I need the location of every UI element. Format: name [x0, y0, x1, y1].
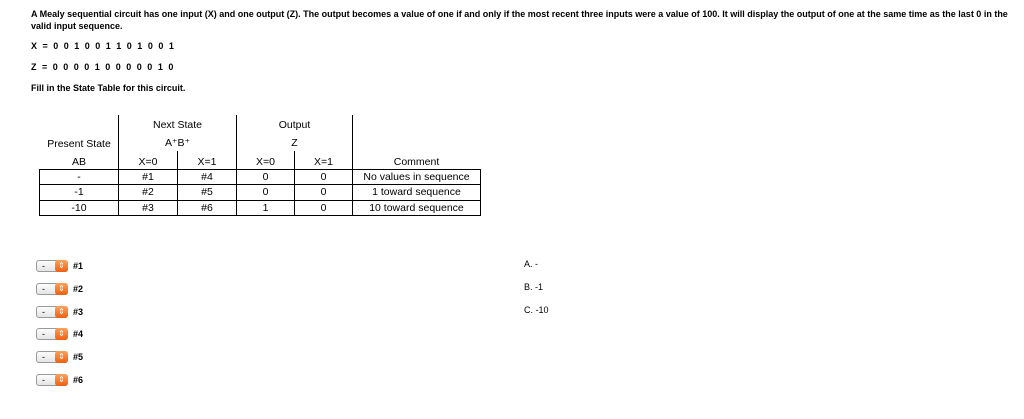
fill-instruction: Fill in the State Table for this circuit. [31, 83, 186, 93]
table-cell-next-x0: #2 [142, 186, 154, 198]
x-input-sequence: X = 0 0 1 0 0 1 1 0 1 0 0 1 [31, 41, 176, 51]
answer-row-5 [36, 350, 83, 364]
updown-chevron-icon[interactable]: ⇕ [55, 260, 68, 272]
table-cell-z-x0: 0 [262, 171, 269, 183]
table-cell-comment: No values in sequence [363, 171, 470, 183]
answer-label: #5 [73, 352, 84, 362]
option-b: B. -1 [524, 282, 544, 292]
answer-label: #1 [73, 261, 84, 271]
next-state-x0-header: X=0 [138, 156, 158, 168]
present-state-header: Present State [47, 138, 111, 150]
next-state-header: Next State [152, 119, 203, 131]
answer-select-4[interactable] [36, 328, 68, 340]
answer-label: #4 [73, 329, 84, 339]
table-cell-next-x0: #3 [142, 202, 154, 214]
table-cell-comment: 1 toward sequence [372, 186, 461, 198]
option-c: C. -10 [524, 305, 549, 315]
next-state-subheader: A⁺B⁺ [164, 137, 191, 149]
table-cell-state: -1 [74, 186, 84, 198]
output-x1-header: X=1 [314, 156, 333, 168]
table-cell-z-x0: 0 [262, 186, 269, 198]
answer-select-5[interactable] [36, 351, 68, 363]
answer-select-6[interactable] [36, 374, 68, 386]
problem-prompt: A Mealy sequential circuit has one input (X) and one output (Z). The output becomes a value of one if and only if the most recent three inputs were a value of 100. It will display the output of one at the same time as the last 0 in the valid input sequence. [31, 9, 1008, 31]
output-x0-header: X=0 [256, 156, 275, 168]
table-cell-state: - [77, 171, 81, 183]
select-value: - [42, 261, 45, 271]
table-cell-next-x1: #5 [201, 186, 213, 198]
answer-row-2 [36, 282, 83, 296]
table-cell-state: -10 [71, 202, 87, 214]
answer-row-1 [36, 259, 83, 273]
answer-label: #6 [73, 375, 84, 385]
present-state-subheader: AB [71, 156, 86, 168]
answer-select-1[interactable] [36, 260, 68, 272]
answer-label: #2 [73, 284, 84, 294]
output-header: Output [278, 119, 311, 131]
option-a: A. - [524, 259, 539, 269]
updown-chevron-icon[interactable]: ⇕ [55, 351, 68, 363]
select-value: - [42, 307, 45, 317]
table-cell-next-x1: #6 [201, 202, 213, 214]
comment-header: Comment [393, 156, 440, 168]
answer-label: #3 [73, 307, 84, 317]
z-output-sequence: Z = 0 0 0 0 1 0 0 0 0 0 1 0 [31, 62, 175, 72]
updown-chevron-icon[interactable]: ⇕ [55, 283, 68, 295]
table-cell-comment: 10 toward sequence [369, 202, 464, 214]
select-value: - [42, 375, 45, 385]
answer-row-3 [36, 305, 83, 319]
answer-select-2[interactable] [36, 283, 68, 295]
table-cell-next-x0: #1 [142, 171, 154, 183]
table-cell-z-x1: 0 [320, 171, 327, 183]
select-value: - [42, 329, 45, 339]
table-cell-z-x1: 0 [320, 186, 327, 198]
table-cell-z-x0: 1 [262, 202, 269, 214]
answer-row-6 [36, 373, 83, 387]
updown-chevron-icon[interactable]: ⇕ [55, 306, 68, 318]
output-subheader: Z [291, 137, 298, 149]
select-value: - [42, 284, 45, 294]
answer-row-4 [36, 327, 83, 341]
next-state-x1-header: X=1 [197, 156, 217, 168]
table-cell-next-x1: #4 [201, 171, 213, 183]
answer-select-3[interactable] [36, 306, 68, 318]
select-value: - [42, 352, 45, 362]
updown-chevron-icon[interactable]: ⇕ [55, 328, 68, 340]
updown-chevron-icon[interactable]: ⇕ [55, 374, 68, 386]
table-cell-z-x1: 0 [320, 202, 327, 214]
